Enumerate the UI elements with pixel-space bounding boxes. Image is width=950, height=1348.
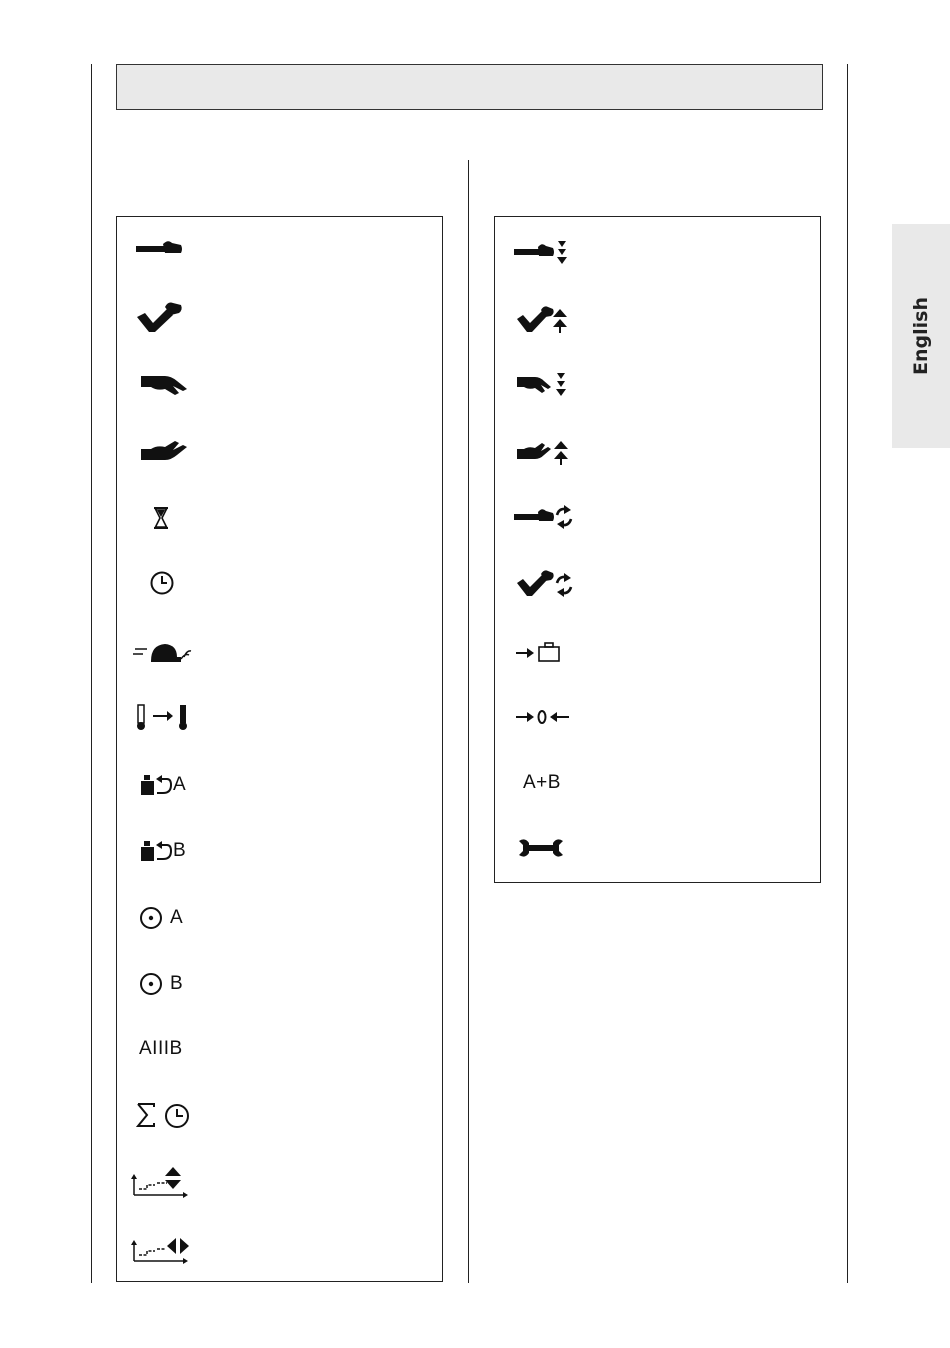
symbol-letter: B xyxy=(173,840,187,861)
hand-piece-straight-icon xyxy=(135,239,183,259)
hand-up-raise-icon xyxy=(515,437,571,467)
step-horizontal-arrows-icon xyxy=(131,1231,193,1265)
a-parallel-b-text: AIIIB xyxy=(139,1038,183,1059)
arrows-to-zero-icon xyxy=(515,707,571,727)
target-b-icon xyxy=(138,971,183,997)
target-a-icon xyxy=(138,905,183,931)
clock-icon xyxy=(150,571,174,595)
step-vertical-arrows-icon xyxy=(131,1165,193,1199)
symbol-letter: B xyxy=(170,973,184,994)
weight-return-b-icon xyxy=(139,839,186,863)
temperature-transfer-icon xyxy=(135,703,193,731)
contra-angle-rotate-icon xyxy=(515,569,577,599)
symbol-letter: A xyxy=(170,907,184,928)
language-tab-label: English xyxy=(910,297,932,375)
sum-clock-icon xyxy=(135,1101,191,1129)
right-margin-line xyxy=(847,64,848,1283)
contra-angle-icon xyxy=(135,301,183,335)
weight-return-a-icon xyxy=(139,773,186,797)
hourglass-icon xyxy=(153,506,169,530)
header-bar xyxy=(116,64,823,110)
left-symbol-table xyxy=(116,216,443,1282)
left-margin-line xyxy=(91,64,92,1283)
column-divider xyxy=(468,160,469,1283)
hand-piece-lower-icon xyxy=(513,239,571,265)
arrow-to-box-icon xyxy=(515,641,565,663)
hand-down-lower-icon xyxy=(515,371,571,401)
hand-piece-rotate-icon xyxy=(513,505,575,531)
right-symbol-table xyxy=(494,216,821,883)
wrench-icon xyxy=(517,837,565,859)
a-plus-b-text: A+B xyxy=(523,772,561,793)
snail-slow-speed-icon xyxy=(131,639,193,665)
hand-palm-up-icon xyxy=(139,439,189,463)
language-tab[interactable] xyxy=(892,224,950,448)
symbol-letter: A xyxy=(173,774,187,795)
hand-palm-down-icon xyxy=(139,373,189,397)
contra-angle-raise-icon xyxy=(515,305,571,335)
